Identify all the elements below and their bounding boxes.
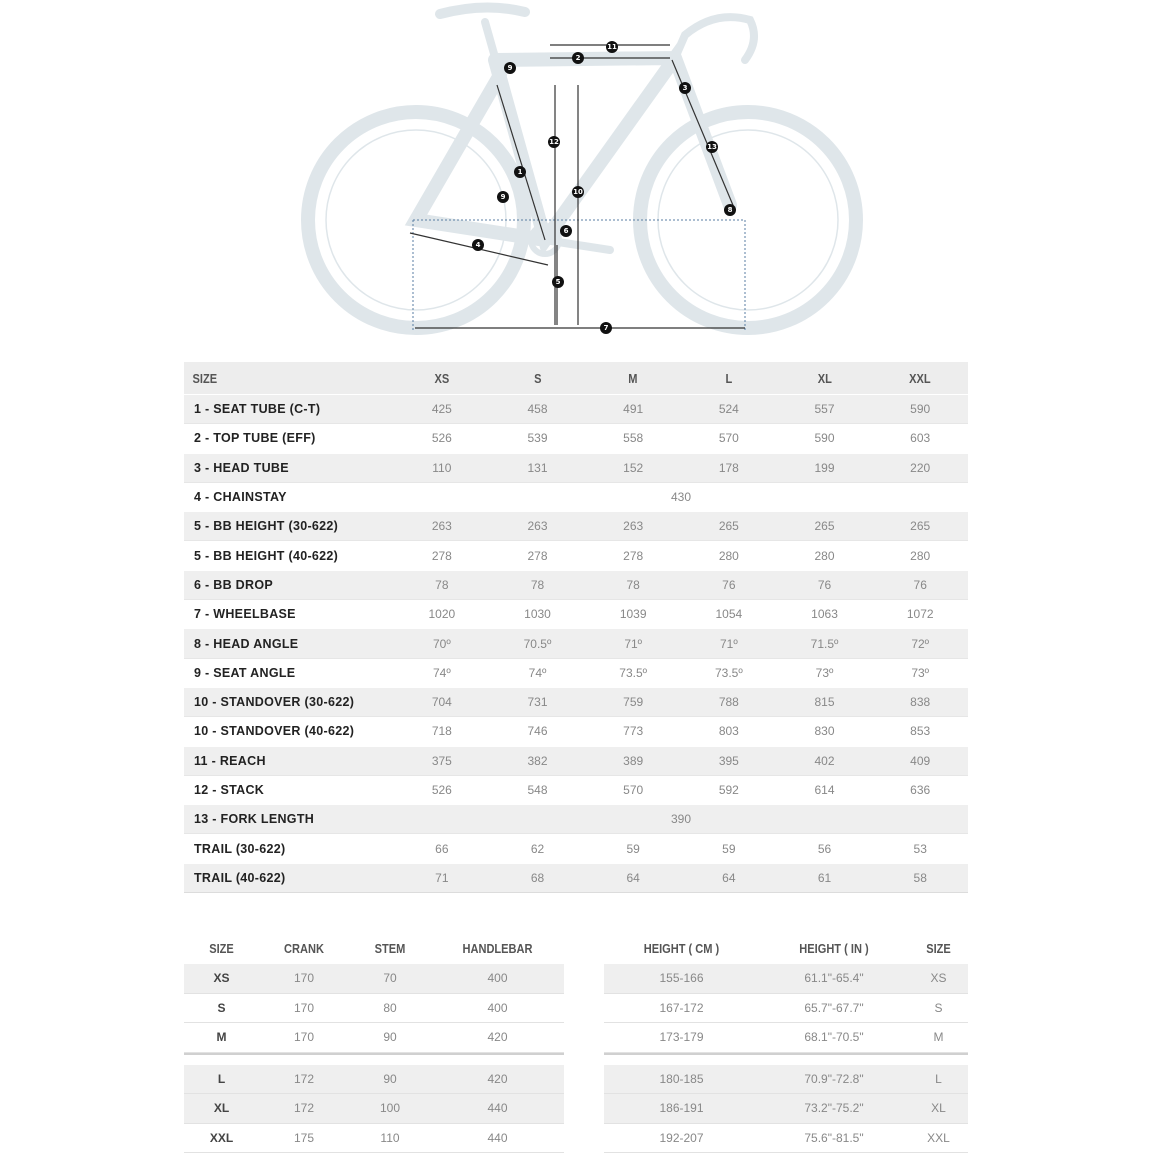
geometry-cell: 491 [585, 402, 681, 416]
marker-13 [706, 141, 718, 153]
geometry-cell: 265 [681, 519, 777, 533]
size-cell: S [909, 1001, 968, 1015]
svg-text:4: 4 [476, 241, 481, 249]
components-cell: 170 [259, 1001, 349, 1015]
geometry-cell: 73.5º [681, 666, 777, 680]
geometry-cell: 61 [777, 871, 873, 885]
marker-9-bottom [497, 191, 509, 203]
geometry-cell: 382 [490, 754, 586, 768]
geometry-cell: 389 [585, 754, 681, 768]
geometry-cell: 73.5º [585, 666, 681, 680]
geometry-cell: 72º [872, 637, 968, 651]
geometry-cell: 76 [872, 578, 968, 592]
components-cell: 90 [349, 1072, 431, 1086]
geometry-row [184, 716, 968, 745]
geometry-row-label: 12 - STACK [184, 783, 394, 797]
size-cell: S [184, 1001, 259, 1015]
geometry-cell: 71 [394, 871, 490, 885]
geometry-row-label: 4 - CHAINSTAY [184, 490, 394, 504]
geometry-cell: 70º [394, 637, 490, 651]
components-cell: 90 [349, 1030, 431, 1044]
geometry-cell: 526 [394, 783, 490, 797]
geometry-cell: 110 [394, 461, 490, 475]
geometry-row-label: 13 - FORK LENGTH [184, 812, 394, 826]
geometry-cell: 263 [394, 519, 490, 533]
size-column-header: XXL [880, 371, 961, 386]
marker-9-top [504, 62, 516, 74]
svg-text:13: 13 [707, 143, 717, 151]
geometry-cell: 1063 [777, 607, 873, 621]
geometry-row [184, 746, 968, 775]
geometry-row-label: 1 - SEAT TUBE (C-T) [184, 402, 394, 416]
geometry-cell: 265 [777, 519, 873, 533]
geometry-cell: 76 [777, 578, 873, 592]
geometry-cell: 278 [585, 549, 681, 563]
geometry-row [184, 540, 968, 569]
geometry-cell: 74º [394, 666, 490, 680]
geometry-cell: 64 [585, 871, 681, 885]
column-header: SIZE [913, 941, 963, 956]
bike-geometry-diagram [290, 0, 880, 345]
geometry-row [184, 570, 968, 599]
geometry-cell: 539 [490, 431, 586, 445]
geometry-cell: 746 [490, 724, 586, 738]
geometry-cell: 74º [490, 666, 586, 680]
geometry-row-label: 10 - STANDOVER (30-622) [184, 695, 394, 709]
geometry-cell: 278 [490, 549, 586, 563]
svg-text:12: 12 [549, 138, 559, 146]
components-row [184, 1124, 564, 1153]
geometry-row [184, 394, 968, 423]
marker-6 [560, 225, 572, 237]
column-header: HANDLEBAR [441, 941, 554, 956]
height-cell: 155-166 [604, 971, 759, 985]
geometry-row [184, 599, 968, 628]
geometry-cell: 178 [681, 461, 777, 475]
geometry-row-label: 3 - HEAD TUBE [184, 461, 394, 475]
rider-height-row [604, 994, 968, 1024]
geometry-cell: 815 [777, 695, 873, 709]
height-cell: 73.2"-75.2" [759, 1101, 909, 1115]
geometry-cell: 731 [490, 695, 586, 709]
geometry-cell: 71º [585, 637, 681, 651]
marker-2 [572, 52, 584, 64]
height-cell: 61.1"-65.4" [759, 971, 909, 985]
geometry-row-label: 6 - BB DROP [184, 578, 394, 592]
geometry-cell: 375 [394, 754, 490, 768]
height-cell: 65.7"-67.7" [759, 1001, 909, 1015]
components-cell: 440 [431, 1131, 564, 1145]
column-header: SIZE [190, 941, 254, 956]
marker-3 [679, 82, 691, 94]
marker-11 [606, 41, 618, 53]
geometry-row-label: 5 - BB HEIGHT (30-622) [184, 519, 394, 533]
size-column-header: XL [784, 371, 865, 386]
geometry-cell: 220 [872, 461, 968, 475]
size-cell: L [909, 1072, 968, 1086]
marker-12 [548, 136, 560, 148]
geometry-table [184, 362, 968, 893]
geometry-cell: 73º [777, 666, 873, 680]
geometry-header-row [184, 362, 968, 394]
geometry-cell: 395 [681, 754, 777, 768]
size-cell: XS [184, 971, 259, 985]
marker-5 [552, 276, 564, 288]
geometry-row [184, 804, 968, 833]
components-header-row [184, 932, 564, 964]
front-wheel [640, 112, 856, 328]
height-cell: 173-179 [604, 1030, 759, 1044]
geometry-row [184, 511, 968, 540]
components-cell: 70 [349, 971, 431, 985]
geometry-cell: 570 [585, 783, 681, 797]
geometry-row-label: TRAIL (40-622) [184, 871, 394, 885]
height-cell: 70.9"-72.8" [759, 1072, 909, 1086]
height-cell: 192-207 [604, 1131, 759, 1145]
geometry-cell: 803 [681, 724, 777, 738]
size-cell: L [184, 1072, 259, 1086]
components-cell: 175 [259, 1131, 349, 1145]
geometry-cell: 838 [872, 695, 968, 709]
height-cell: 180-185 [604, 1072, 759, 1086]
geometry-cell: 1054 [681, 607, 777, 621]
geometry-row [184, 863, 968, 892]
geometry-cell: 278 [394, 549, 490, 563]
rider-height-row [604, 1124, 968, 1153]
components-cell: 420 [431, 1030, 564, 1044]
components-cell: 400 [431, 1001, 564, 1015]
rider-height-row [604, 1023, 968, 1053]
geometry-cell: 131 [490, 461, 586, 475]
geometry-row-label: 8 - HEAD ANGLE [184, 637, 394, 651]
svg-text:2: 2 [576, 54, 581, 62]
table-divider [604, 1053, 968, 1065]
geometry-cell: 76 [681, 578, 777, 592]
geometry-cell: 548 [490, 783, 586, 797]
size-cell: M [909, 1030, 968, 1044]
geometry-cell: 263 [585, 519, 681, 533]
bike-illustration [290, 0, 880, 345]
geometry-cell: 773 [585, 724, 681, 738]
geometry-cell: 558 [585, 431, 681, 445]
geometry-cell: 409 [872, 754, 968, 768]
geometry-cell: 830 [777, 724, 873, 738]
geometry-row [184, 658, 968, 687]
marker-1 [514, 166, 526, 178]
geometry-cell: 603 [872, 431, 968, 445]
components-cell: 80 [349, 1001, 431, 1015]
height-cell: 68.1"-70.5" [759, 1030, 909, 1044]
column-header: CRANK [266, 941, 343, 956]
geometry-cell: 62 [490, 842, 586, 856]
svg-text:10: 10 [573, 188, 583, 196]
components-row [184, 1094, 564, 1124]
geometry-row [184, 423, 968, 452]
geometry-cell: 59 [681, 842, 777, 856]
marker-8 [724, 204, 736, 216]
components-cell: 420 [431, 1072, 564, 1086]
geometry-body [184, 394, 968, 893]
geometry-cell: 66 [394, 842, 490, 856]
geometry-cell: 70.5º [490, 637, 586, 651]
geometry-cell: 199 [777, 461, 873, 475]
components-row [184, 964, 564, 994]
geometry-cell: 526 [394, 431, 490, 445]
geometry-cell: 853 [872, 724, 968, 738]
size-cell: XS [909, 971, 968, 985]
geometry-row-label: 2 - TOP TUBE (EFF) [184, 431, 394, 445]
rider-height-row [604, 964, 968, 994]
size-header: SIZE [184, 371, 363, 386]
geometry-cell: 1020 [394, 607, 490, 621]
size-column-header: XS [401, 371, 482, 386]
components-cell: 172 [259, 1072, 349, 1086]
geometry-cell: 590 [777, 431, 873, 445]
table-divider [184, 1053, 564, 1065]
size-column-header: M [593, 371, 674, 386]
geometry-cell: 590 [872, 402, 968, 416]
geometry-cell: 53 [872, 842, 968, 856]
rider-height-row [604, 1065, 968, 1095]
rider-height-body [604, 964, 968, 1153]
geometry-row [184, 628, 968, 657]
geometry-cell: 265 [872, 519, 968, 533]
geometry-cell: 524 [681, 402, 777, 416]
marker-7 [600, 322, 612, 334]
geometry-cell: 73º [872, 666, 968, 680]
geometry-cell: 78 [394, 578, 490, 592]
svg-text:7: 7 [604, 324, 609, 332]
geometry-cell: 759 [585, 695, 681, 709]
rider-height-row [604, 1094, 968, 1124]
components-cell: 110 [349, 1131, 431, 1145]
geometry-cell: 78 [490, 578, 586, 592]
size-column-header: L [688, 371, 769, 386]
geometry-cell: 280 [681, 549, 777, 563]
column-header: HEIGHT ( CM ) [616, 941, 748, 956]
geometry-cell: 78 [585, 578, 681, 592]
components-cell: 170 [259, 971, 349, 985]
geometry-cell: 788 [681, 695, 777, 709]
geometry-cell: 557 [777, 402, 873, 416]
size-cell: XXL [184, 1131, 259, 1145]
size-cell: M [184, 1030, 259, 1044]
geometry-cell: 263 [490, 519, 586, 533]
svg-text:3: 3 [683, 84, 688, 92]
geometry-cell: 68 [490, 871, 586, 885]
rider-height-table [604, 932, 968, 1153]
components-cell: 100 [349, 1101, 431, 1115]
height-cell: 75.6"-81.5" [759, 1131, 909, 1145]
size-column-header: S [497, 371, 578, 386]
geometry-row-label: TRAIL (30-622) [184, 842, 394, 856]
svg-text:6: 6 [564, 227, 569, 235]
geometry-row-label: 10 - STANDOVER (40-622) [184, 724, 394, 738]
svg-text:9: 9 [508, 64, 513, 72]
geometry-cell: 280 [872, 549, 968, 563]
geometry-row-label: 5 - BB HEIGHT (40-622) [184, 549, 394, 563]
size-cell: XL [184, 1101, 259, 1115]
svg-text:11: 11 [607, 43, 617, 51]
components-cell: 172 [259, 1101, 349, 1115]
geometry-cell: 1030 [490, 607, 586, 621]
svg-text:5: 5 [556, 278, 561, 286]
geometry-all-sizes-value: 390 [394, 812, 968, 826]
geometry-cell: 71º [681, 637, 777, 651]
size-cell: XL [909, 1101, 968, 1115]
components-cell: 440 [431, 1101, 564, 1115]
column-header: HEIGHT ( IN ) [770, 941, 898, 956]
svg-text:1: 1 [518, 168, 523, 176]
geometry-row-label: 9 - SEAT ANGLE [184, 666, 394, 680]
geometry-cell: 592 [681, 783, 777, 797]
height-cell: 186-191 [604, 1101, 759, 1115]
geometry-cell: 636 [872, 783, 968, 797]
geometry-cell: 59 [585, 842, 681, 856]
geometry-row [184, 453, 968, 482]
components-row [184, 994, 564, 1024]
geometry-row-label: 11 - REACH [184, 754, 394, 768]
components-row [184, 1023, 564, 1053]
geometry-cell: 704 [394, 695, 490, 709]
geometry-cell: 64 [681, 871, 777, 885]
svg-text:9: 9 [501, 193, 506, 201]
geometry-cell: 58 [872, 871, 968, 885]
marker-10 [572, 186, 584, 198]
geometry-cell: 280 [777, 549, 873, 563]
geometry-cell: 718 [394, 724, 490, 738]
geometry-cell: 458 [490, 402, 586, 416]
height-cell: 167-172 [604, 1001, 759, 1015]
geometry-row [184, 775, 968, 804]
geometry-cell: 1072 [872, 607, 968, 621]
geometry-row [184, 833, 968, 862]
geometry-cell: 71.5º [777, 637, 873, 651]
geometry-row [184, 687, 968, 716]
geometry-cell: 570 [681, 431, 777, 445]
geometry-row [184, 482, 968, 511]
geometry-row-label: 7 - WHEELBASE [184, 607, 394, 621]
components-table [184, 932, 564, 1153]
components-row [184, 1065, 564, 1095]
marker-4 [472, 239, 484, 251]
geometry-cell: 614 [777, 783, 873, 797]
components-body [184, 964, 564, 1153]
geometry-cell: 1039 [585, 607, 681, 621]
geometry-cell: 425 [394, 402, 490, 416]
geometry-cell: 402 [777, 754, 873, 768]
rider-height-header-row [604, 932, 968, 964]
geometry-cell: 56 [777, 842, 873, 856]
geometry-all-sizes-value: 430 [394, 490, 968, 504]
column-header: STEM [355, 941, 425, 956]
geometry-cell: 152 [585, 461, 681, 475]
size-cell: XXL [909, 1131, 968, 1145]
svg-text:8: 8 [728, 206, 733, 214]
components-cell: 400 [431, 971, 564, 985]
components-cell: 170 [259, 1030, 349, 1044]
